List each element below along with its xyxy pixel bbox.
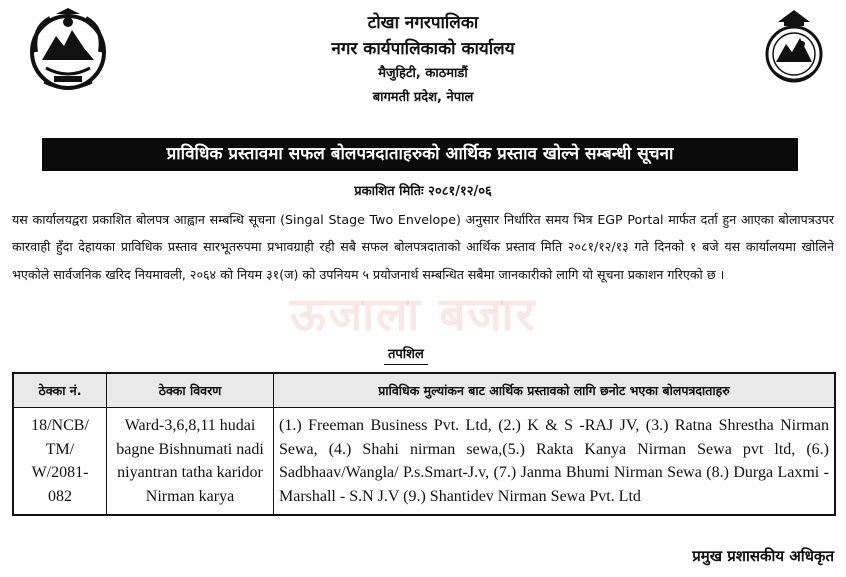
office-address-line-1: मैजुहिटी, काठमाडौं [378, 66, 468, 81]
office-name: नगर कार्यपालिकाको कार्यालय [331, 39, 515, 59]
signatory-title: प्रमुख प्रशासकीय अधिकृत [692, 547, 834, 565]
header-description: ठेक्का विवरण [107, 373, 274, 408]
watermark: ऊजाला बजार [290, 287, 537, 341]
notice-body: यस कार्यालयद्वरा प्रकाशित बोलपत्र आह्वान सम्बन्धि सूचना (Singal Stage Two Envelope) अनुसार निर्धारित समय भित्र EGP Portal मार्फत दर्ता हुन आएका बोलापत्रउपर कारवाही हुँदा देहायका प्राविधिक प्रस्ताव सारभूतरुपमा प्रभावग्राही रही सबै सफल बोलपत्रदाताको आर्थिक प्रस्ताव मिति २०८१/१२/१३ गते दिनको १ बजे यस कार्यालयमा खोलिने भएकोले सार्वजनिक खरिद नियमावली, २०६४ को नियम ३१(ज) को उपनियम ५ प्रयोजनार्थ सम्बन्धित सबैमा जानकारीको लागि यो सूचना प्रकाशन गरिएको छ । [12, 212, 834, 282]
table-header-row [13, 373, 835, 408]
cell-description: Ward-3,6,8,11 hudai bagne Bishnumati nadi niyantran tatha karidor Nirman karya [107, 408, 274, 516]
municipality-logo-icon [762, 8, 826, 86]
published-date: प्रकाशित मितिः २०८१/१२/०६ [354, 184, 492, 199]
office-address-line-2: बागमती प्रदेश, नेपाल [372, 90, 474, 105]
notice-title: प्राविधिक प्रस्तावमा सफल बोलपत्रदाताहरुको आर्थिक प्रस्ताव खोल्ने सम्बन्धी सूचना [42, 138, 798, 171]
header-contract-no: ठेक्का नं. [13, 373, 107, 408]
header-selected-bidders: प्राविधिक मुल्यांकन बाट आर्थिक प्रस्तावको लागि छनोट भएका बोलपत्रदाताहरु [274, 373, 836, 408]
table-row [13, 408, 835, 516]
table-caption: तपशिल [384, 346, 428, 365]
municipality-name: टोखा नगरपालिका [367, 13, 479, 33]
cell-contract-no: 18/NCB/ TM/ W/2081- 082 [13, 408, 107, 516]
cell-bidders: (1.) Freeman Business Pvt. Ltd, (2.) K & S -RAJ JV, (3.) Ratna Shrestha Nirman Sewa, (4.) Shahi nirman sewa,(5.) Rakta Kanya Nirman Sewa pvt ltd, (6.) Sadbhaav/Wangla/ P.s.Smart-J.v, (7.) Janma Bhumi Nirman Sewa (8.) Durga Laxmi - Marshall - S.N J.V (9.) Shantidev Nirman Sewa Pvt. Ltd [274, 408, 836, 516]
government-emblem-icon [26, 8, 110, 92]
bidders-table [12, 372, 836, 516]
office-header [200, 10, 646, 110]
